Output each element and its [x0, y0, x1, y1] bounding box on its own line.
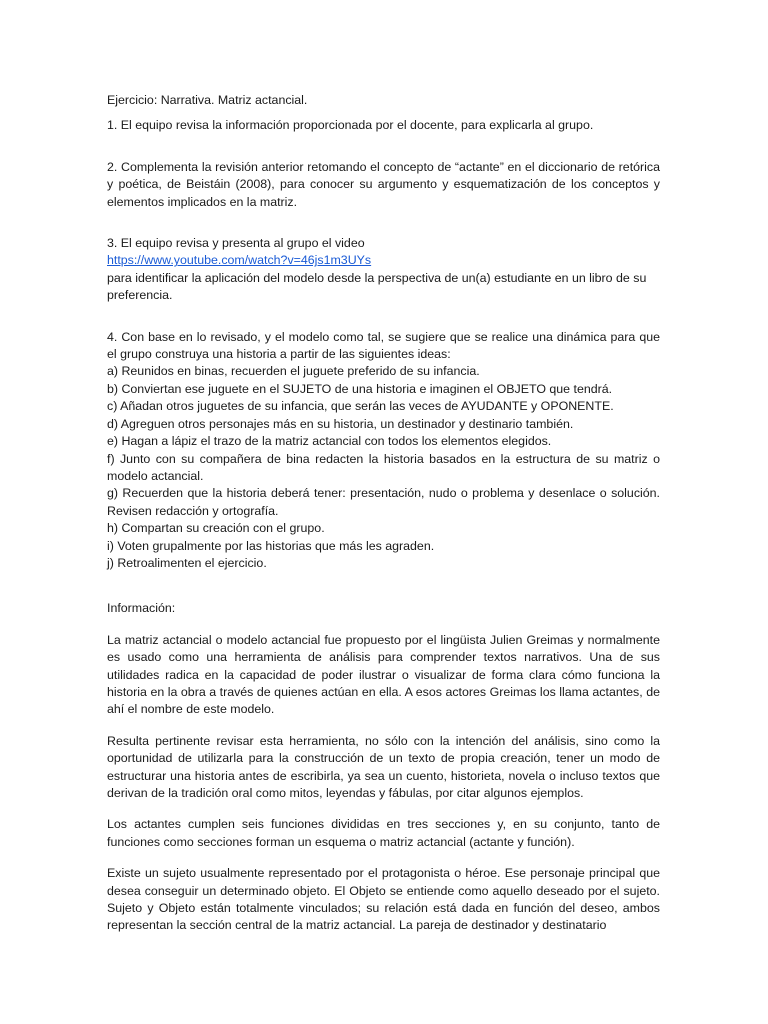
list-item: d) Agreguen otros personajes más en su historia, un destinador y destinario también.	[107, 416, 574, 431]
info-heading: Información:	[107, 601, 176, 616]
list-item: g) Recuerden que la historia deberá tener: presentación, nudo o problema y desenlace o solución. Revisen redacción y ortografía.	[107, 486, 660, 518]
step-2: 2. Complementa la revisión anterior retomando el concepto de “actante” en el diccionario de retórica y poética, de Beistáin (2008), para conocer su argumento y esquematización de los conceptos y elementos implicados en la matriz.	[107, 159, 660, 209]
info-paragraph: Los actantes cumplen seis funciones divididas en tres secciones y, en su conjunto, tanto de funciones como secciones forman un esquema o matriz actancial (actante y función).	[107, 817, 660, 849]
list-item: b) Conviertan ese juguete en el SUJETO de una historia e imaginen el OBJETO que tendrá.	[107, 381, 613, 396]
list-item: h) Compartan su creación con el grupo.	[107, 521, 325, 536]
info-paragraph: La matriz actancial o modelo actancial fue propuesto por el lingüista Julien Greimas y normalmente es usado como una herramienta de análisis para comprender textos narrativos. Una de sus utilidades radica en la capacidad de poder ilustrar o visualizar de forma clara cómo funciona la historia en la obra a través de quienes actúan en ella. A esos actores Greimas los llama actantes, de ahí el nombre de este modelo.	[107, 632, 660, 717]
step-3-intro: 3. El equipo revisa y presenta al grupo el video	[107, 236, 365, 251]
step-3-rest: para identificar la aplicación del modelo desde la perspectiva de un(a) estudiante en un libro de su preferencia.	[107, 270, 647, 303]
video-link[interactable]: https://www.youtube.com/watch?v=46js1m3UYs	[107, 253, 372, 268]
step-4-intro: 4. Con base en lo revisado, y el modelo como tal, se sugiere que se realice una dinámica para que el grupo construya una historia a partir de las siguientes ideas:	[107, 329, 660, 362]
info-paragraph: Resulta pertinente revisar esta herramienta, no sólo con la intención del análisis, sino como la oportunidad de utilizarla para la construcción de un texto de propia creación, tener un modo de estructurar una historia antes de escribirla, ya sea un cuento, historieta, novela o incluso textos que derivan de la tradición oral como mitos, leyendas y fábulas, por citar algunos ejemplos.	[107, 733, 660, 800]
exercise-heading: Ejercicio: Narrativa. Matriz actancial.	[107, 93, 308, 107]
list-item: f) Junto con su compañera de bina redacten la historia basados en la estructura de su matriz o modelo actancial.	[107, 451, 660, 483]
document-page	[107, 92, 660, 935]
info-paragraph: Existe un sujeto usualmente representado por el protagonista o héroe. Ese personaje principal que desea conseguir un determinado objeto. El Objeto se entiende como aquello deseado por el sujeto. Sujeto y Objeto están totalmente vinculados; su relación está dada en función del deseo, ambos representan la sección central de la matriz actancial. La pareja de destinador y destinatario	[107, 866, 660, 933]
list-item: e) Hagan a lápiz el trazo de la matriz actancial con todos los elementos elegidos.	[107, 434, 552, 449]
list-item: i) Voten grupalmente por las historias que más les agraden.	[107, 538, 435, 553]
list-item: j) Retroalimenten el ejercicio.	[107, 555, 267, 570]
step-1: 1. El equipo revisa la información proporcionada por el docente, para explicarla al grupo.	[107, 118, 594, 133]
step-4	[107, 329, 660, 573]
list-item: c) Añadan otros juguetes de su infancia, que serán las veces de AYUDANTE y OPONENTE.	[107, 399, 614, 414]
list-item: a) Reunidos en binas, recuerden el juguete preferido de su infancia.	[107, 364, 480, 379]
step-3	[107, 235, 660, 305]
